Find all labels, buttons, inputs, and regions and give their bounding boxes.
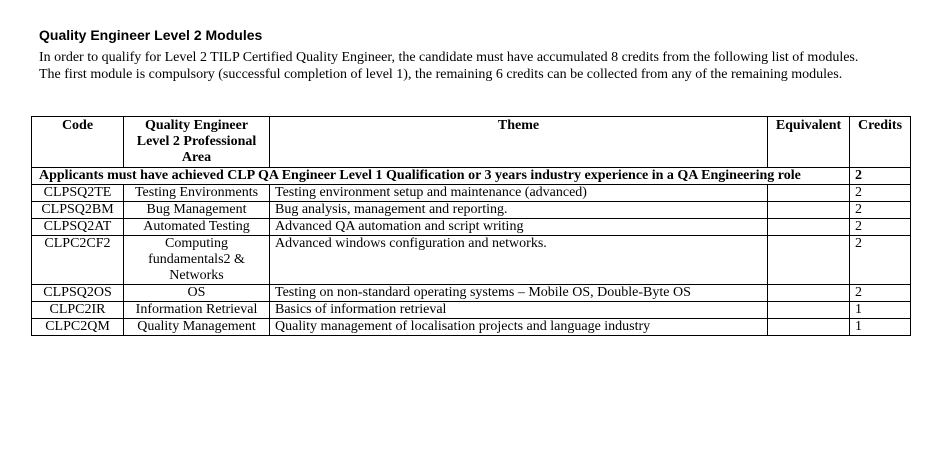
table-row xyxy=(32,219,911,236)
module-area: Automated Testing xyxy=(124,219,270,236)
module-equivalent xyxy=(768,185,850,202)
table-row xyxy=(32,285,911,302)
intro-line: In order to qualify for Level 2 TILP Certified Quality Engineer, the candidate must have accumulated 8 credits from the following list of modules. xyxy=(39,50,859,65)
module-area: Testing Environments xyxy=(124,185,270,202)
table-header xyxy=(32,117,911,168)
notice-row xyxy=(32,168,911,185)
module-equivalent xyxy=(768,302,850,319)
module-area: Information Retrieval xyxy=(124,302,270,319)
module-theme: Advanced windows configuration and networks. xyxy=(270,236,768,285)
module-credits: 1 xyxy=(850,302,911,319)
intro-line: The first module is compulsory (successful completion of level 1), the remaining 6 credits can be collected from any of the remaining modules. xyxy=(39,67,843,82)
module-code: CLPSQ2TE xyxy=(32,185,124,202)
module-equivalent xyxy=(768,285,850,302)
header-theme: Theme xyxy=(270,117,768,168)
module-theme: Testing environment setup and maintenance (advanced) xyxy=(270,185,768,202)
notice-credits: 2 xyxy=(850,168,911,185)
table-row xyxy=(32,202,911,219)
notice-text: Applicants must have achieved CLP QA Engineer Level 1 Qualification or 3 years industry experience in a QA Engineering role xyxy=(32,168,850,185)
module-theme: Advanced QA automation and script writing xyxy=(270,219,768,236)
table-body xyxy=(32,168,911,336)
module-theme: Basics of information retrieval xyxy=(270,302,768,319)
module-code: CLPSQ2BM xyxy=(32,202,124,219)
table-row xyxy=(32,236,911,285)
header-professional-area: Quality Engineer Level 2 Professional Area xyxy=(124,117,270,168)
header-row xyxy=(32,117,911,168)
module-theme: Testing on non-standard operating systems – Mobile OS, Double-Byte OS xyxy=(270,285,768,302)
module-credits: 2 xyxy=(850,202,911,219)
module-equivalent xyxy=(768,219,850,236)
module-area: Bug Management xyxy=(124,202,270,219)
module-code: CLPC2CF2 xyxy=(32,236,124,285)
page-title: Quality Engineer Level 2 Modules xyxy=(39,27,263,43)
module-area: Quality Management xyxy=(124,319,270,336)
header-code: Code xyxy=(32,117,124,168)
module-code: CLPSQ2OS xyxy=(32,285,124,302)
intro-paragraph xyxy=(39,49,929,83)
module-equivalent xyxy=(768,236,850,285)
module-code: CLPSQ2AT xyxy=(32,219,124,236)
module-theme: Quality management of localisation projects and language industry xyxy=(270,319,768,336)
module-credits: 2 xyxy=(850,236,911,285)
module-equivalent xyxy=(768,319,850,336)
table-row xyxy=(32,302,911,319)
module-code: CLPC2QM xyxy=(32,319,124,336)
module-area: Computing fundamentals2 & Networks xyxy=(124,236,270,285)
module-area: OS xyxy=(124,285,270,302)
header-credits: Credits xyxy=(850,117,911,168)
module-credits: 2 xyxy=(850,185,911,202)
header-equivalent: Equivalent xyxy=(768,117,850,168)
module-credits: 2 xyxy=(850,219,911,236)
module-code: CLPC2IR xyxy=(32,302,124,319)
modules-table xyxy=(31,116,911,336)
module-credits: 1 xyxy=(850,319,911,336)
table-row xyxy=(32,319,911,336)
table-row xyxy=(32,185,911,202)
module-equivalent xyxy=(768,202,850,219)
module-credits: 2 xyxy=(850,285,911,302)
module-theme: Bug analysis, management and reporting. xyxy=(270,202,768,219)
